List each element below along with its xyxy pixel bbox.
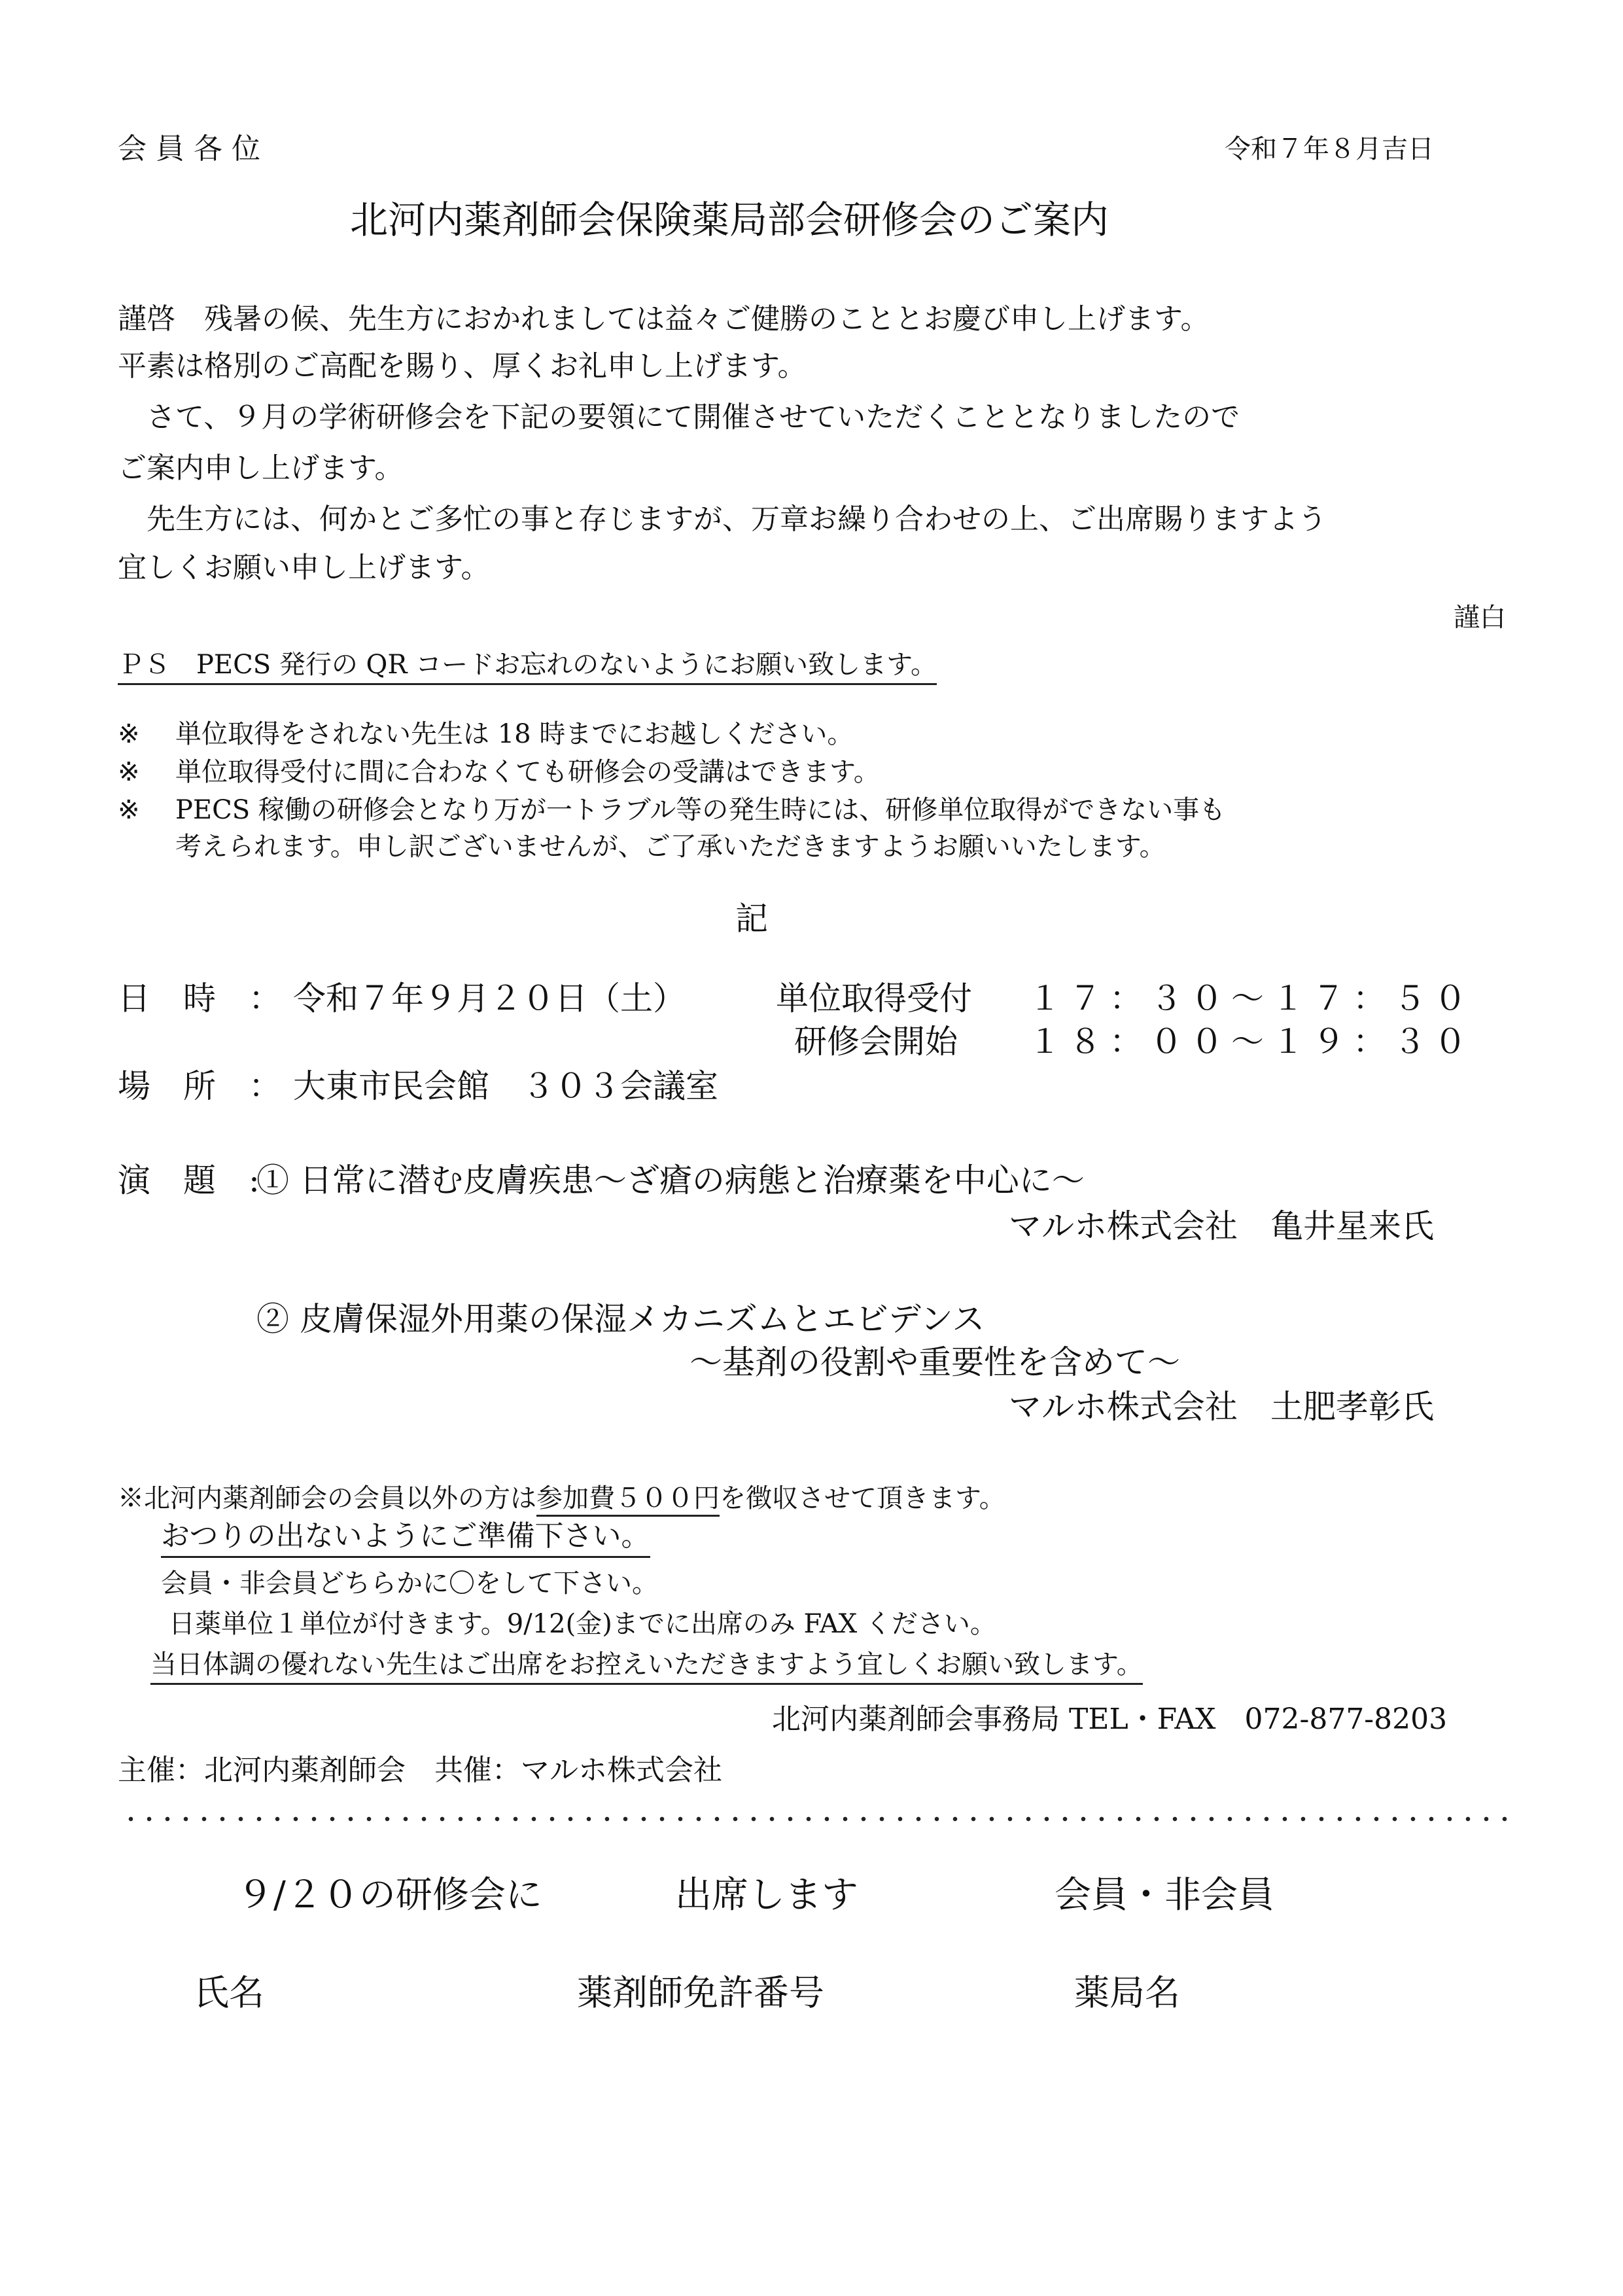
form-event: ９/２０の研修会に	[237, 1874, 542, 1916]
topic-2-speaker: マルホ株式会社 土肥孝彰氏	[1009, 1388, 1434, 1426]
note-mark-1: ※	[118, 719, 140, 749]
greeting-line-5: 先生方には、何かとご多忙の事と存じますが、万章お繰り合わせの上、ご出席賜りますよう	[118, 503, 1327, 536]
contact-info: 北河内薬剤師会事務局 TEL・FAX 072-877-8203	[772, 1703, 1448, 1736]
page-title: 北河内薬剤師会保険薬局部会研修会のご案内	[350, 198, 1109, 242]
note-mark-3: ※	[118, 795, 140, 825]
greeting-line-6: 宜しくお願い申し上げます。	[118, 551, 490, 584]
form-pharmacy-label: 薬局名	[1074, 1972, 1180, 2013]
start-time: １８：００～１９：３０	[1028, 1023, 1475, 1061]
fee-line-2: おつりの出ないようにご準備下さい。	[161, 1518, 650, 1558]
topic-1: ① 日常に潜む皮膚疾患～ざ瘡の病態と治療薬を中心に～	[256, 1161, 1085, 1199]
organizer-info: 主催：北河内薬剤師会 共催：マルホ株式会社	[118, 1754, 722, 1787]
topic-1-speaker: マルホ株式会社 亀井星来氏	[1009, 1207, 1434, 1245]
note-mark-2: ※	[118, 757, 140, 787]
form-attend[interactable]: 出席します	[675, 1874, 858, 1916]
greeting-line-2: 平素は格別のご高配を賜り、厚くお礼申し上げます。	[118, 349, 807, 383]
issue-date: 令和７年８月吉日	[1225, 134, 1434, 164]
place-value: 大東市民会館 ３０３会議室	[293, 1067, 718, 1105]
greeting-line-3: さて、９月の学術研修会を下記の要領にて開催させていただくこととなりましたので	[118, 400, 1240, 434]
fee-line-1-c: を徴収させて頂きます。	[720, 1483, 1005, 1513]
fee-amount: 参加費５００円	[536, 1483, 720, 1517]
closing-word: 謹白	[1454, 603, 1506, 633]
addressee: 会 員 各 位	[118, 132, 260, 166]
form-name-label: 氏名	[194, 1972, 264, 2013]
start-label: 研修会開始	[794, 1023, 958, 1061]
event-date: 令和７年９月２０日（土）	[293, 980, 686, 1017]
note-3a: PECS 稼働の研修会となり万が一トラブル等の発生時には、研修単位取得ができない事も	[175, 795, 1226, 825]
greeting-line-4: ご案内申し上げます。	[118, 451, 404, 485]
fee-line-3: 会員・非会員どちらかに〇をして下さい。	[161, 1568, 658, 1598]
ki-heading: 記	[735, 900, 768, 938]
topics-label: 演 題 :	[118, 1161, 260, 1199]
form-member-choice[interactable]: 会員・非会員	[1055, 1874, 1274, 1916]
datetime-label: 日 時 ：	[118, 980, 281, 1017]
note-3b: 考えられます。申し訳ございませんが、ご了承いただきますようお願いいたします。	[175, 832, 1166, 862]
greeting-line-1: 謹啓 残暑の候、先生方におかれましては益々ご健勝のこととお慶び申し上げます。	[118, 302, 1210, 336]
dotted-separator	[122, 1816, 1519, 1822]
fee-line-1-a: ※北河内薬剤師会の会員以外の方は	[118, 1483, 536, 1513]
reception-time: １７：３０～１７：５０	[1028, 980, 1475, 1017]
topic-2-subtitle: ～基剤の役割や重要性を含めて～	[689, 1343, 1180, 1381]
fee-line-1	[118, 1481, 1005, 1515]
fee-line-5: 当日体調の優れない先生はご出席をお控えいただきますよう宜しくお願い致します。	[150, 1648, 1143, 1685]
topic-2: ② 皮膚保湿外用薬の保湿メカニズムとエビデンス	[256, 1300, 985, 1338]
note-2: 単位取得受付に間に合わなくても研修会の受講はできます。	[175, 757, 880, 787]
place-label: 場 所 ：	[118, 1067, 281, 1105]
reception-label: 単位取得受付	[776, 980, 972, 1017]
form-license-label: 薬剤師免許番号	[577, 1972, 824, 2013]
note-1: 単位取得をされない先生は 18 時までにお越しください。	[175, 719, 854, 749]
fee-line-4: 日薬単位１単位が付きます。9/12(金)までに出席のみ FAX ください。	[169, 1609, 996, 1639]
ps-note: ＰＳ PECS 発行の QR コードお忘れのないようにお願い致します。	[118, 648, 937, 685]
